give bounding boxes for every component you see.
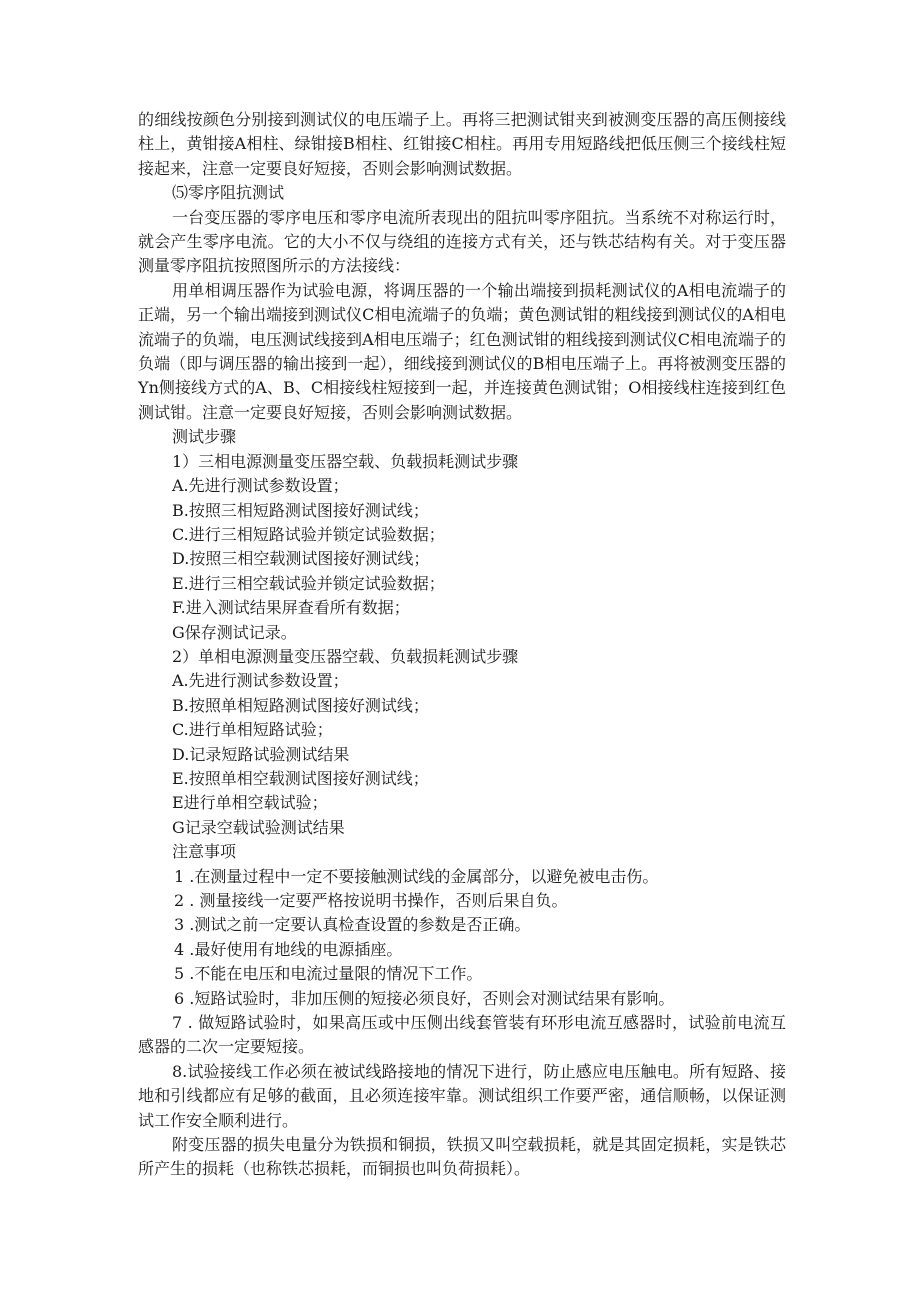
- step-item: A.先进行测试参数设置；: [172, 671, 349, 691]
- step-item: G记录空载试验测试结果: [172, 817, 345, 837]
- precaution-item: 5 .不能在电压和电流过量限的情况下工作。: [174, 964, 483, 984]
- subheading-single-phase-steps: 2）单相电源测量变压器空载、负载损耗测试步骤: [172, 646, 519, 666]
- step-item: E.按照单相空载测试图接好测试线；: [172, 768, 429, 788]
- heading-precautions: 注意事项: [172, 842, 237, 862]
- heading-test-steps: 测试步骤: [172, 427, 237, 447]
- step-item: E进行单相空载试验；: [172, 793, 328, 813]
- step-item: G保存测试记录。: [172, 622, 297, 642]
- step-item: C.进行三相短路试验并锁定试验数据；: [172, 524, 445, 544]
- paragraph-wiring-method: 用单相调压器作为试验电源，将调压器的一个输出端接到损耗测试仪的A相电流端子的正端，另一个输出端接到测试仪C相电流端子的负端；黄色测试钳的粗线接到测试仪的A相电流端子的负端，电压测试线接到A相电压端子；红色测试钳的粗线接到测试仪C相电流端子的负端（即与调压器的输出接到一起），细线接到测试仪的B相电压端子上。再将被测变压器的Yn侧接线方式的A、B、C相接线柱短接到一起，并连接黄色测试钳；O相接线柱连接到红色测试钳。注意一定要良好短接，否则会影响测试数据。: [138, 280, 786, 422]
- precaution-item: 2 . 测量接线一定要严格按说明书操作，否则后果自负。: [174, 891, 568, 910]
- subheading-three-phase-steps: 1）三相电源测量变压器空载、负载损耗测试步骤: [172, 451, 519, 471]
- step-item: B.按照单相短路测试图接好测试线；: [172, 695, 429, 715]
- paragraph-intro-continued: 的细线按颜色分别接到测试仪的电压端子上。再将三把测试钳夹到被测变压器的高压侧接线柱上，黄钳接A相柱、绿钳接B相柱、红钳接C相柱。再用专用短路线把低压侧三个接线柱短接起来，注意一定要良好短接，否则会影响测试数据。: [138, 110, 786, 178]
- precaution-item: 8.试验接线工作必须在被试线路接地的情况下进行，防止感应电压触电。所有短路、接地和引线都应有足够的截面，且必须连接牢靠。测试组织工作要严密，通信顺畅，以保证测试工作安全顺利进行。: [138, 1061, 786, 1130]
- precaution-item: 6 .短路试验时，非加压侧的短接必须良好，否则会对测试结果有影响。: [174, 988, 675, 1008]
- step-item: D.记录短路试验测试结果: [172, 744, 350, 764]
- step-item: A.先进行测试参数设置；: [172, 476, 349, 496]
- paragraph-zero-sequence-definition: 一台变压器的零序电压和零序电流所表现出的阻抗叫零序阻抗。当系统不对称运行时，就会产生零序电流。它的大小不仅与绕组的连接方式有关，还与铁芯结构有关。对于变压器测量零序阻抗按照图所示的方法接线：: [138, 207, 786, 276]
- step-item: B.按照三相短路测试图接好测试线；: [172, 500, 429, 520]
- step-item: C.进行单相短路试验；: [172, 720, 333, 740]
- step-item: E.进行三相空载试验并锁定试验数据；: [172, 573, 445, 593]
- precaution-item: 4 .最好使用有地线的电源插座。: [174, 939, 403, 959]
- step-item: F.进入测试结果屏查看所有数据；: [172, 598, 410, 618]
- precaution-item: 3 .测试之前一定要认真检查设置的参数是否正确。: [174, 915, 531, 935]
- section-heading-zero-sequence: ⑸零序阻抗测试: [172, 183, 285, 203]
- precaution-item: 1 .在测量过程中一定不要接触测试线的金属部分，以避免被电击伤。: [174, 866, 659, 886]
- appendix-note: 附变压器的损失电量分为铁损和铜损，铁损又叫空载损耗，就是其固定损耗，实是铁芯所产生的损耗（也称铁芯损耗，而铜损也叫负荷损耗）。: [138, 1135, 786, 1179]
- step-item: D.按照三相空载测试图接好测试线；: [172, 549, 430, 569]
- precaution-item: 7 . 做短路试验时，如果高压或中压侧出线套管装有环形电流互感器时，试验前电流互感器的二次一定要短接。: [138, 1013, 786, 1057]
- document-body: [138, 108, 786, 1182]
